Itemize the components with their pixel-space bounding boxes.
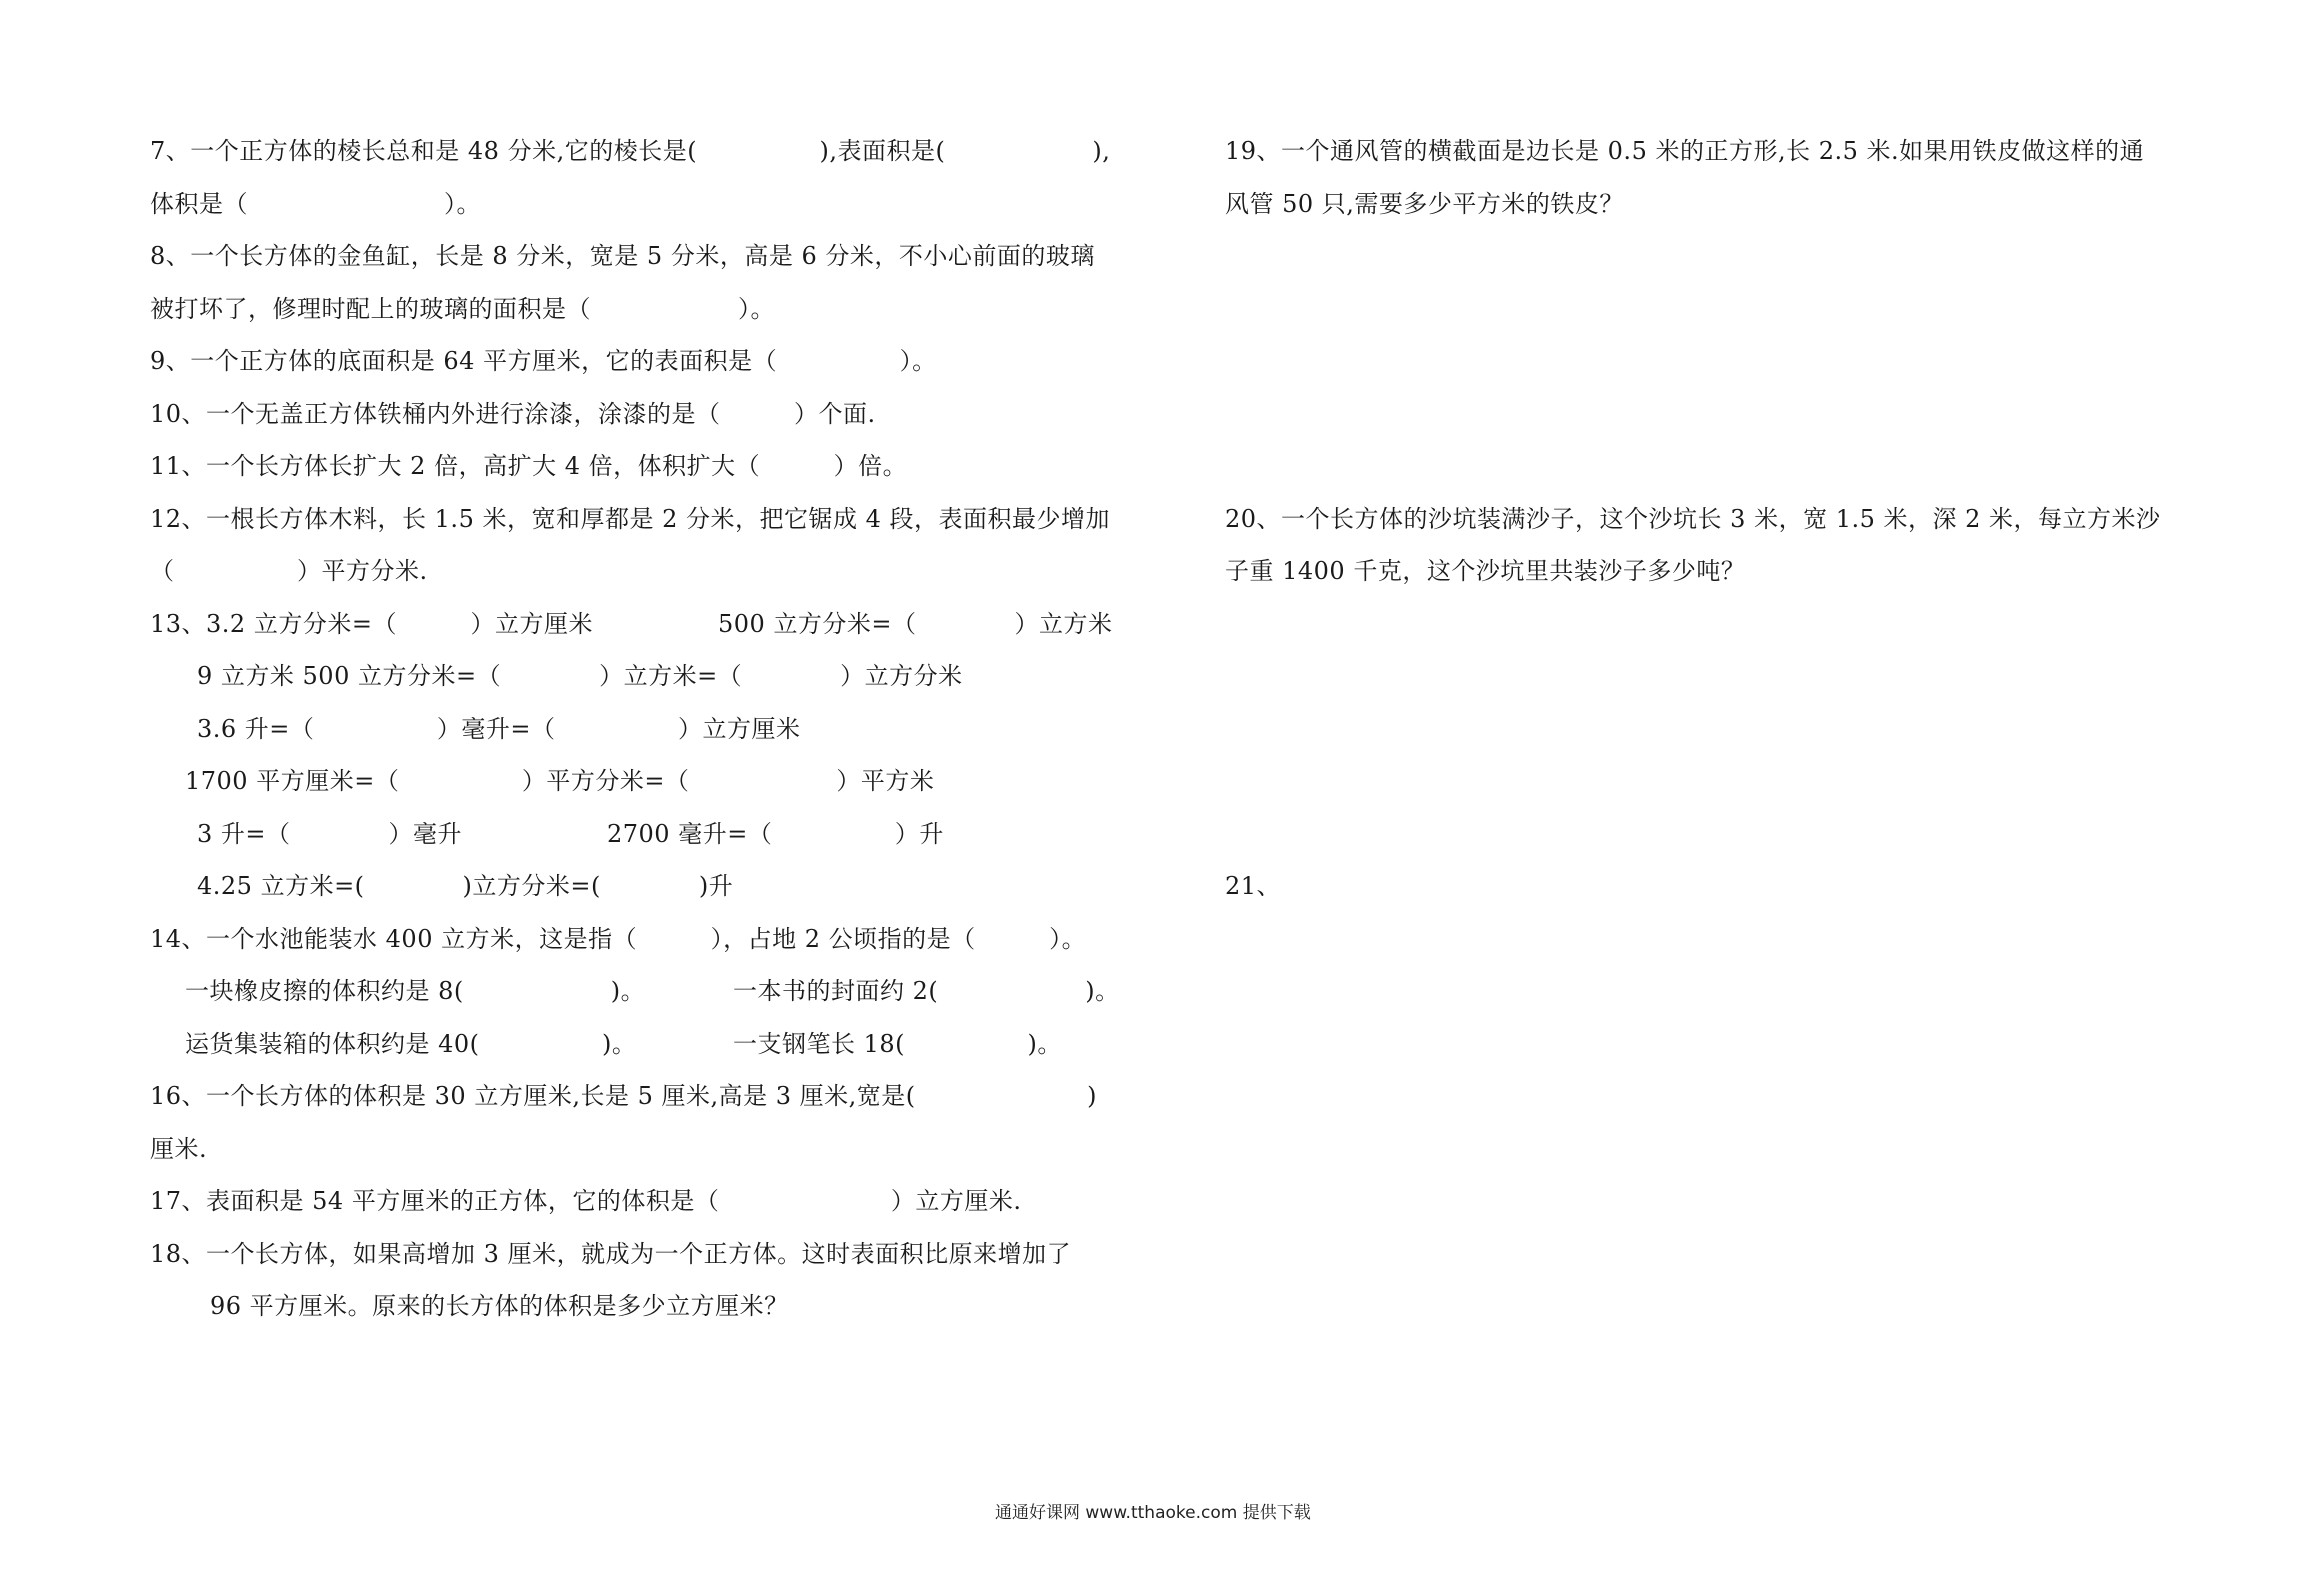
question-11: 11、一个长方体长扩大 2 倍，高扩大 4 倍，体积扩大（ ）倍。 bbox=[150, 452, 908, 480]
question-7-line-1: 7、一个正方体的棱长总和是 48 分米,它的棱长是( ),表面积是( ), bbox=[150, 137, 1111, 165]
question-17: 17、表面积是 54 平方厘米的正方体，它的体积是（ ）立方厘米. bbox=[150, 1187, 1022, 1215]
question-21: 21、 bbox=[1225, 872, 1282, 900]
question-13-line-3: 3.6 升=（ ）毫升=（ ）立方厘米 bbox=[197, 715, 801, 743]
question-9: 9、一个正方体的底面积是 64 平方厘米，它的表面积是（ ）。 bbox=[150, 347, 937, 375]
question-8-line-2: 被打坏了，修理时配上的玻璃的面积是（ ）。 bbox=[150, 295, 775, 323]
question-12-line-1: 12、一根长方体木料，长 1.5 米，宽和厚都是 2 分米，把它锯成 4 段，表面积最少增加 bbox=[150, 505, 1111, 533]
question-13-item-a: 13、3.2 立方分米=（ ）立方厘米 bbox=[150, 610, 593, 638]
question-12-line-2: （ ）平方分米. bbox=[150, 557, 428, 585]
question-13-line-2: 9 立方米 500 立方分米=（ ）立方米=（ ）立方分米 bbox=[197, 662, 963, 690]
question-8-line-1: 8、一个长方体的金鱼缸，长是 8 分米，宽是 5 分米，高是 6 分米，不小心前面的玻璃 bbox=[150, 242, 1095, 270]
question-19-line-2: 风管 50 只,需要多少平方米的铁皮？ bbox=[1225, 190, 1624, 218]
question-7-line-2: 体积是（ ）。 bbox=[150, 190, 481, 218]
question-13-item-b: 500 立方分米=（ ）立方米 bbox=[718, 610, 1113, 638]
question-18-line-1: 18、一个长方体，如果高增加 3 厘米，就成为一个正方体。这时表面积比原来增加了 bbox=[150, 1240, 1072, 1268]
question-10: 10、一个无盖正方体铁桶内外进行涂漆，涂漆的是（ ）个面. bbox=[150, 400, 876, 428]
question-18-line-2: 96 平方厘米。原来的长方体的体积是多少立方厘米？ bbox=[210, 1292, 789, 1320]
question-14-line-1: 14、一个水池能装水 400 立方米，这是指（ ），占地 2 公顷指的是（ ）。 bbox=[150, 925, 1087, 953]
question-13-line-4: 1700 平方厘米=（ ）平方分米=（ ）平方米 bbox=[185, 767, 935, 795]
question-13-line-5b: 2700 毫升=（ ）升 bbox=[607, 820, 944, 848]
question-14-line-3b: 一支钢笔长 18( )。 bbox=[733, 1030, 1062, 1058]
question-16-line-1: 16、一个长方体的体积是 30 立方厘米,长是 5 厘米,高是 3 厘米,宽是( ) bbox=[150, 1082, 1098, 1110]
footer-source-credit: 通通好课网 www.tthaoke.com 提供下载 bbox=[995, 1503, 1311, 1523]
question-14-line-2a: 一块橡皮擦的体积约是 8( )。 bbox=[185, 977, 646, 1005]
question-16-line-2: 厘米. bbox=[150, 1135, 208, 1163]
question-19-line-1: 19、一个通风管的横截面是边长是 0.5 米的正方形,长 2.5 米.如果用铁皮做这样的通 bbox=[1225, 137, 2145, 165]
question-20-line-2: 子重 1400 千克，这个沙坑里共装沙子多少吨？ bbox=[1225, 557, 1746, 585]
question-14-line-2b: 一本书的封面约 2( )。 bbox=[733, 977, 1120, 1005]
question-20-line-1: 20、一个长方体的沙坑装满沙子，这个沙坑长 3 米，宽 1.5 米，深 2 米，每立方米沙 bbox=[1225, 505, 2161, 533]
question-13-line-6: 4.25 立方米=( )立方分米=( )升 bbox=[197, 872, 734, 900]
question-13-line-5a: 3 升=（ ）毫升 bbox=[197, 820, 463, 848]
question-14-line-3a: 运货集装箱的体积约是 40( )。 bbox=[185, 1030, 637, 1058]
